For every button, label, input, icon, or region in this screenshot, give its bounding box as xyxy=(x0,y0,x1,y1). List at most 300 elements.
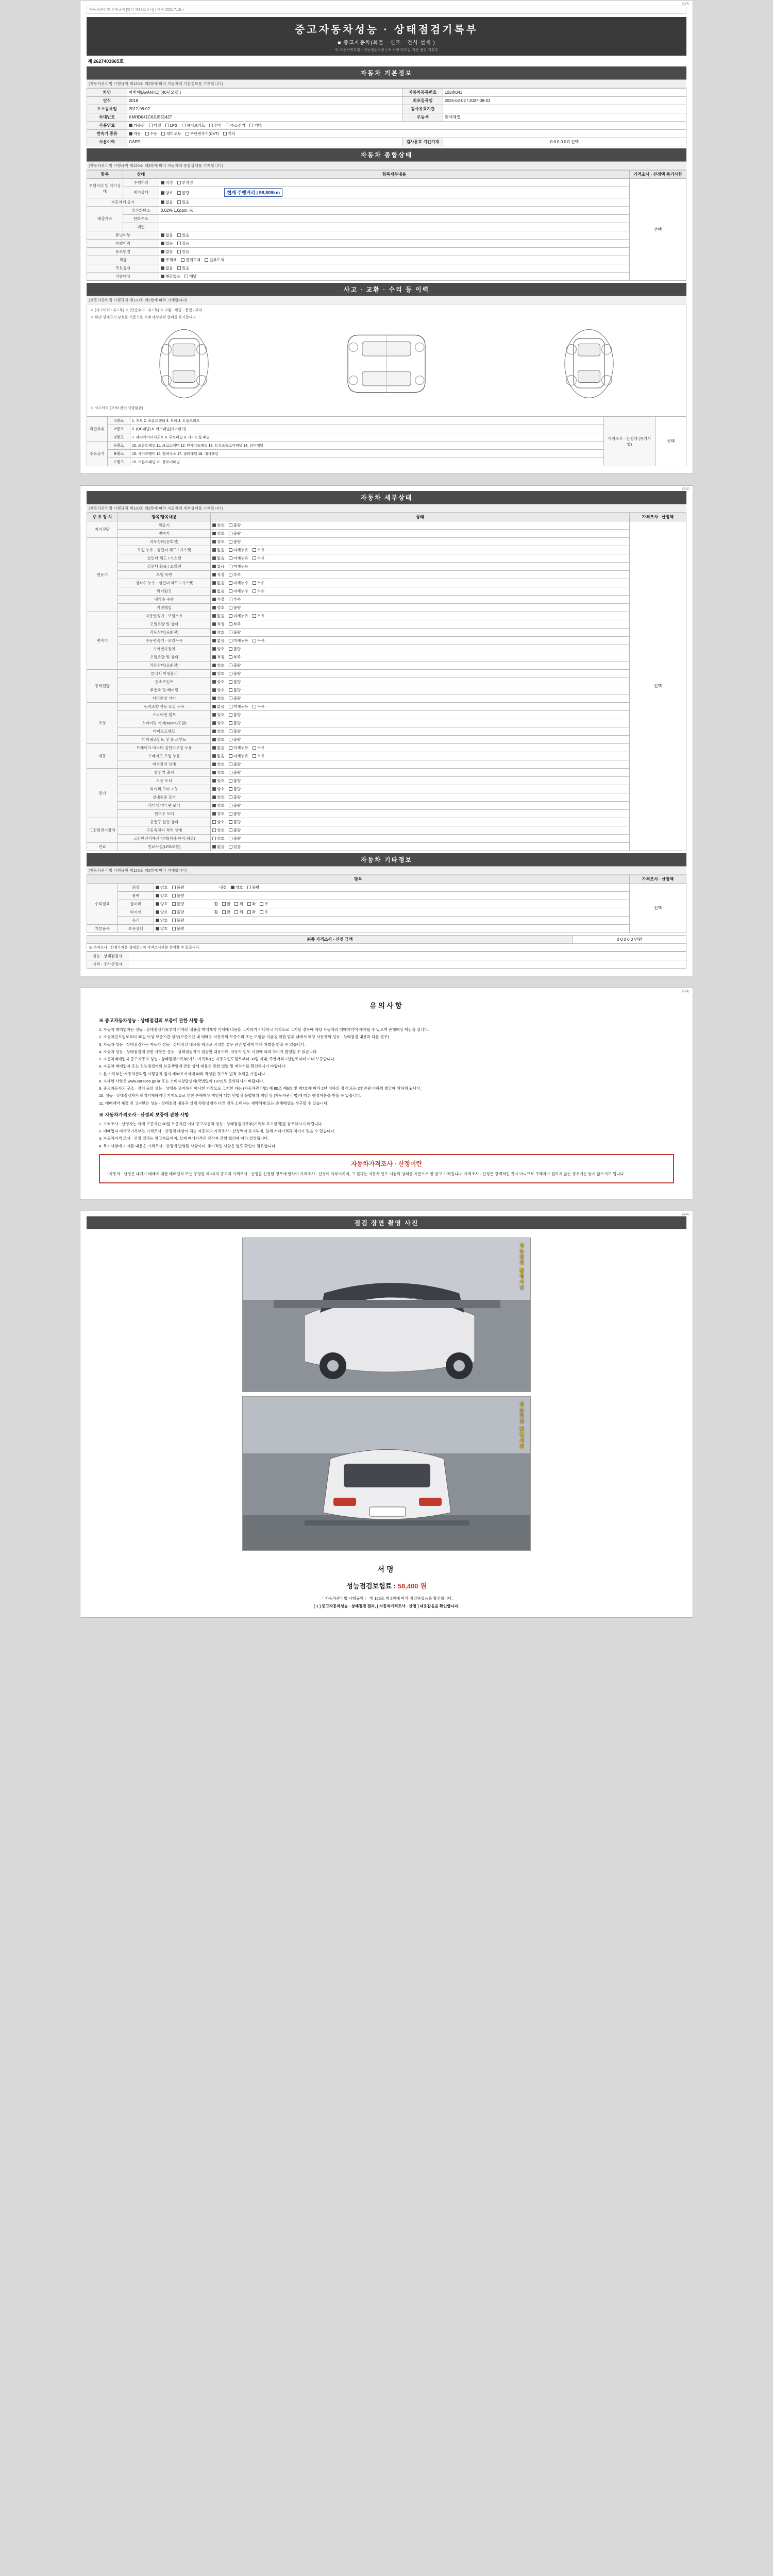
table-row xyxy=(87,670,686,678)
state-option[interactable]: 불량 xyxy=(229,712,241,718)
state-option[interactable]: 누수 xyxy=(253,580,265,586)
item-label: 스티어링 펌프 xyxy=(118,711,211,719)
state-option[interactable]: 양호 xyxy=(156,901,168,907)
label-carname: 차명 xyxy=(87,89,127,97)
state-option[interactable]: 부족 xyxy=(229,621,241,627)
table-row xyxy=(87,587,686,596)
trans-option[interactable]: 무단변속기(CVT) xyxy=(186,131,219,137)
wheel-pos-option[interactable]: 좌 xyxy=(247,901,256,907)
col-state: 상태 xyxy=(123,171,159,179)
state-option[interactable]: 있음 xyxy=(177,199,190,205)
group-electric: 전기 xyxy=(87,769,118,818)
table-row xyxy=(87,793,686,802)
accident-remark-header: 가격조사 · 산정액 (특기사항) xyxy=(604,417,656,466)
row-item-smoke: 매연 xyxy=(123,223,159,231)
wheel-pos-option[interactable]: 앞 xyxy=(222,901,230,907)
rank-parts: 10. 프론트패널 11. 크로스멤버 12. 인사이드패널 13. 트렁크플로어패널 14. 리어패널 xyxy=(130,442,604,450)
row-item-mileage: 주행거리 xyxy=(123,179,159,187)
table-row xyxy=(87,620,686,629)
state-option[interactable]: 미세누유 xyxy=(229,704,248,709)
state-option[interactable]: 있음 xyxy=(229,844,241,850)
table-row xyxy=(87,223,686,231)
table-row xyxy=(87,694,686,703)
state-option[interactable]: 양호 xyxy=(156,918,168,923)
row-opts xyxy=(211,587,630,596)
final-price-note: ※ 가격조사 · 산정가격은 실제중고차 가격조사부분 상이할 수 있습니다. xyxy=(87,944,686,952)
row-opts xyxy=(159,248,630,256)
page-subnote: ※ 자동차인도일 ( 성능점검자용 ) ※ 차량 인도일 기준 점검 기록부 xyxy=(334,48,439,52)
state-option[interactable]: 일부도색 xyxy=(205,257,224,263)
table-row xyxy=(87,198,686,207)
table-row xyxy=(87,810,686,818)
notice-item: 8. 자세한 사항은 www.cars365.go.kr 또는 소비자상담센터(국번없이 1372)로 문의하시기 바랍니다. xyxy=(99,1078,264,1083)
wheel-pos-option[interactable]: 뒤 xyxy=(234,909,243,915)
photo-engine-bay-image xyxy=(243,1238,531,1392)
value-color: 흰색계열 xyxy=(443,113,686,122)
item-label: 충전구 절연 상태 xyxy=(118,818,211,826)
item-label: 외장 xyxy=(118,884,154,892)
state-option[interactable]: 누유 xyxy=(253,745,265,751)
state-option[interactable]: 부족 xyxy=(229,597,241,602)
row-opts xyxy=(211,727,630,736)
state-option[interactable]: 양호 xyxy=(212,786,225,792)
table-row xyxy=(87,450,686,458)
item-label: 워터펌프 xyxy=(118,587,211,596)
group-frame: 주요골격 xyxy=(87,442,108,466)
rank-label: 2랭크 xyxy=(108,425,130,433)
row-opts xyxy=(159,273,630,281)
notice-section1-title: ※ 중고자동차성능 · 상태점검의 보증에 관한 사항 등 xyxy=(99,1018,204,1023)
page-subtitle: ■ 중고자동차(화물 · 신조 · 건식 선재 ) xyxy=(338,40,435,46)
rank-parts: 19. 프론트패널 20. 플로어패널 xyxy=(130,458,604,466)
state-option[interactable]: 미세누유 xyxy=(229,564,248,569)
item-label: 와이퍼 모터 기능 xyxy=(118,785,211,793)
state-option[interactable]: 불량 xyxy=(229,786,241,792)
state-option[interactable]: 적정 xyxy=(212,597,225,602)
item-label: 기어변속장치 xyxy=(118,645,211,653)
document-number: 제 2627403865호 xyxy=(88,59,124,64)
state-option[interactable]: 불량 xyxy=(229,630,241,635)
notice-item: 9. 중고자동차의 구조 · 장치 등의 성능 · 상태를 고지하지 아니한 거짓으로 고지한 자는 (자동차관리법) 제 80조 제6호 및 제7호에 따라 2년 이하의 징역 또는 2천만원 이하의 벌금에 처하게 됩니다. xyxy=(99,1086,422,1091)
state-option[interactable]: 없음 xyxy=(212,547,225,553)
state-option[interactable]: 불량 xyxy=(229,605,241,611)
state-option[interactable]: 양호 xyxy=(212,630,225,635)
value-usage-history: GAPD xyxy=(127,138,403,146)
state-option[interactable]: 양호 xyxy=(212,539,225,545)
table-row xyxy=(87,113,686,122)
table-row xyxy=(87,248,686,256)
state-option[interactable]: 누유 xyxy=(253,613,265,619)
state-option[interactable]: 부족 xyxy=(229,654,241,660)
state-option[interactable]: 불량 xyxy=(172,893,184,899)
state-option[interactable]: 불량 xyxy=(229,539,241,545)
page-tag: (4/4) xyxy=(682,1213,690,1216)
row-opts xyxy=(211,538,630,546)
state-option[interactable]: 불량 xyxy=(229,778,241,784)
notice-item: 1. 자동차 매매업자는 성능 · 상태점검기록부에 기재된 내용을 매매계약 기재에 내용을 고지하기 아니하고 거짓으로 고지할 경우에 해당 자동차의 매매계약이 해제될 수 있으며 손해배상 책임을 집니다. xyxy=(99,1027,429,1032)
item-label: 자동변속기 - 오일누유 xyxy=(118,612,211,620)
label-inspector: 성능 · 상태점검자 xyxy=(87,952,128,960)
row-opts xyxy=(211,769,630,777)
table-row xyxy=(87,960,686,969)
item-label: 더어링조인트 및 볼 조인트 xyxy=(118,736,211,744)
state-option[interactable]: 부적정 xyxy=(177,180,193,185)
row-opts xyxy=(211,612,630,620)
state-option[interactable]: 양호 xyxy=(212,531,225,536)
page-tag: (1/4) xyxy=(682,2,690,6)
state-option[interactable]: 없음 xyxy=(212,588,225,594)
notice-section xyxy=(87,993,686,1192)
item-label: 클러치 어셈블리 xyxy=(118,670,211,678)
state-option[interactable]: 양호 xyxy=(212,737,225,742)
state-option[interactable]: 불량 xyxy=(229,679,241,685)
state-option[interactable]: 미세누유 xyxy=(229,745,248,751)
item-label: 광택 xyxy=(118,892,154,900)
state-option[interactable]: 불량 xyxy=(229,663,241,668)
accident-subheader-text: (자동차관리법 시행규칙 제120조 제2항에 따라 기재합니다) xyxy=(89,298,188,302)
item-label-2: 휠 xyxy=(214,902,218,906)
wheel-pos-option[interactable]: 좌 xyxy=(247,909,256,915)
state-option[interactable]: 양호 xyxy=(212,663,225,668)
value-inspector xyxy=(128,952,686,960)
row-opts xyxy=(211,604,630,612)
notice-item: 5. 자동차매매업자 중고자동차 성능 · 상태점검기록부(이하 '기록부')는 자동차인도일로부터 30일 이내, 주행거리 2천킬로미터 이내 보증합니다. xyxy=(99,1057,335,1061)
state-option[interactable]: 미세누유 xyxy=(229,753,248,759)
state-option[interactable]: 해당 xyxy=(184,274,197,279)
notice-item: 11. 매매계약 체결 전 고지받은 성능 · 상태점검 내용과 실제 차량상태가 다른 경우 소비자는 계약해제 또는 손해배상을 청구할 수 있습니다. xyxy=(99,1100,329,1106)
mileage-highlight: 현재 주행거리 | 98,809km xyxy=(224,188,282,197)
other-subheader-text: (자동차관리법 시행규칙 제120조 제2항에 따라 기재합니다) xyxy=(89,868,188,873)
item-label: 추진축 및 베어링 xyxy=(118,686,211,694)
fuel-option[interactable]: 가솔린 xyxy=(129,123,145,128)
state-option[interactable]: 없음 xyxy=(212,844,225,850)
table-row xyxy=(87,785,686,793)
state-option[interactable]: 있음 xyxy=(177,265,190,271)
state-option[interactable]: 있음 xyxy=(177,241,190,246)
state-option[interactable]: 불량 xyxy=(229,687,241,693)
table-row xyxy=(87,777,686,785)
state-option[interactable]: 양호 xyxy=(212,712,225,718)
table-row xyxy=(87,138,686,146)
table-row xyxy=(87,425,686,433)
state-option[interactable]: 누수 xyxy=(253,588,265,594)
state-option[interactable]: 불량 xyxy=(177,190,190,196)
state-option[interactable]: 없음 xyxy=(212,704,225,709)
state-option[interactable]: 양호 xyxy=(212,827,225,833)
state-option[interactable]: 무채색 xyxy=(161,257,177,263)
group-engine: 원동기 xyxy=(87,538,118,612)
section-accident-subheader xyxy=(87,296,686,304)
state-option[interactable]: 양호 xyxy=(212,819,225,825)
col-other-price: 가격조사 · 산정액 xyxy=(630,875,686,884)
state-option[interactable]: 누유 xyxy=(253,547,265,553)
notice-item: 4. 자동차 성능 · 상태점검에 관한 사항은 성능 · 상태점검자가 점검한 내용이며, 자동차 인도 시점에 따라 차이가 발생할 수 있습니다. xyxy=(99,1049,318,1054)
state-option[interactable]: 미세누유 xyxy=(229,547,248,553)
row-opts xyxy=(211,694,630,703)
notice-item: 3. 자동차 성능 · 상태점검자는 자동차 성능 · 상태점검 내용을 허위로 작성한 경우 관련 법령에 따라 처벌을 받을 수 있습니다. xyxy=(99,1042,306,1047)
state-option[interactable]: 양호 xyxy=(212,770,225,775)
group-highvoltage: 고전원전기장치 xyxy=(87,818,118,843)
state-option[interactable]: 해당없음 xyxy=(161,274,180,279)
state-option[interactable]: 불량 xyxy=(229,811,241,817)
page-3 xyxy=(80,988,693,1199)
accident-remark-value: 선택 xyxy=(656,417,686,466)
row-group-emission: 배출가스 xyxy=(87,207,123,231)
section-other-header: 자동차 기타정보 xyxy=(87,853,686,866)
row-opts xyxy=(154,917,630,925)
section-accident-header: 사고 · 교환 · 수리 등 이력 xyxy=(87,283,686,296)
state-option[interactable]: 불량 xyxy=(229,761,241,767)
trans-option[interactable]: 자동 xyxy=(129,131,141,137)
state-option[interactable]: 미세누유 xyxy=(229,555,248,561)
state-option[interactable]: 불량 xyxy=(172,885,184,890)
other-info-table xyxy=(87,875,686,933)
trans-option[interactable]: 기타 xyxy=(223,131,236,137)
state-option[interactable]: 양호 xyxy=(231,885,243,890)
row-item-color: 색상 xyxy=(87,256,159,264)
state-option[interactable]: 양호 xyxy=(212,687,225,693)
photos-section xyxy=(87,1229,686,1559)
value-year: 2018 xyxy=(127,97,403,105)
detail-subheader-text: (자동차관리법 시행규칙 제120조 제2항에 따라 자동차의 세부상태를 기재합니다) xyxy=(89,506,223,511)
state-option[interactable]: 불량 xyxy=(229,836,241,841)
row-item-hc: 탄화수소 xyxy=(123,215,159,223)
item-label: 윈도우 모터 xyxy=(118,810,211,818)
row-opts xyxy=(211,563,630,571)
row-item-options: 주요옵션 xyxy=(87,264,159,273)
table-row xyxy=(87,521,686,530)
table-row xyxy=(87,554,686,563)
state-option[interactable]: 불량 xyxy=(229,803,241,808)
page-tag: (3/4) xyxy=(682,990,690,993)
state-option[interactable]: 불량 xyxy=(229,770,241,775)
state-option[interactable]: 있음 xyxy=(177,249,190,255)
overall-subheader-text: (자동차관리법 시행규칙 제120조 제2항에 따라 자동차의 종합상태를 기재합니다) xyxy=(89,163,223,168)
label-plate: 자동차등록번호 xyxy=(402,89,443,97)
state-option[interactable]: 적정 xyxy=(161,180,173,185)
state-option[interactable]: 없음 xyxy=(212,753,225,759)
notice-section2-title: ※ 자동차가격조사 · 산정의 보증에 관한 사항 xyxy=(99,1112,189,1117)
table-row xyxy=(87,187,686,198)
table-row xyxy=(87,703,686,711)
label-inspect-valid: 검사유효 기간기재 xyxy=(402,138,443,146)
row-opts xyxy=(211,662,630,670)
state-option[interactable]: 양호 xyxy=(212,794,225,800)
wheel-pos-option[interactable]: 앞 xyxy=(222,909,230,915)
state-option[interactable]: 불량 xyxy=(229,720,241,726)
fuel-option[interactable]: 전기 xyxy=(209,123,222,128)
state-option[interactable]: 불량 xyxy=(229,827,241,833)
label-transmission: 변속기 종류 xyxy=(87,130,127,138)
state-option[interactable]: 없음 xyxy=(161,232,173,238)
section-photos-header: 점검 장면 촬영 사진 xyxy=(87,1216,686,1229)
wheel-pos-option[interactable]: 뒤 xyxy=(234,901,243,907)
state-option[interactable]: 없음 xyxy=(212,638,225,643)
row-opts xyxy=(211,629,630,637)
item-label: 실린더 헤드 / 가스켓 xyxy=(118,554,211,563)
table-row xyxy=(87,944,686,952)
state-option[interactable]: 적정 xyxy=(212,654,225,660)
state-option[interactable]: 양호 xyxy=(212,679,225,685)
state-option[interactable]: 미세누유 xyxy=(229,638,248,643)
price-appraisal-definition-box xyxy=(99,1154,674,1183)
state-option[interactable]: 불량 xyxy=(229,737,241,742)
state-option[interactable]: 불량 xyxy=(229,794,241,800)
state-option[interactable]: 없음 xyxy=(161,199,173,205)
state-option[interactable]: 있음 xyxy=(177,232,190,238)
state-option[interactable]: 양호 xyxy=(212,646,225,652)
fuel-option[interactable]: 기타 xyxy=(249,123,262,128)
state-option[interactable]: 양호 xyxy=(156,893,168,899)
state-option[interactable]: 불량 xyxy=(229,531,241,536)
state-option[interactable]: 양호 xyxy=(156,909,168,915)
table-row xyxy=(87,645,686,653)
item-label: 브레이크 오일 누유 xyxy=(118,752,211,760)
final-price-title: 최종 가격조사 · 산정 금액 xyxy=(87,936,573,944)
row-opts xyxy=(211,579,630,587)
state-option[interactable]: 불량 xyxy=(229,671,241,676)
state-option[interactable]: 미세누유 xyxy=(229,613,248,619)
table-row xyxy=(87,826,686,835)
notice-item-2: 3. 자동차가격 조사 · 산정 결과는 참고자료이며, 실제 매매가격은 당사자 간의 협의에 따라 결정됩니다. xyxy=(99,1136,269,1141)
signature-title: 서명 xyxy=(377,1565,396,1573)
table-row xyxy=(87,629,686,637)
wheel-pos-option[interactable]: 우 xyxy=(260,909,268,915)
table-row xyxy=(87,612,686,620)
state-option[interactable]: 양호 xyxy=(156,885,168,890)
group-selfdiag: 자기진단 xyxy=(87,521,118,538)
state-option[interactable]: 양호 xyxy=(212,720,225,726)
state-option[interactable]: 불량 xyxy=(172,901,184,907)
fuel-option[interactable]: 수소전기 xyxy=(226,123,245,128)
table-row xyxy=(87,458,686,466)
item-label: 발전기 출력 xyxy=(118,769,211,777)
row-opts xyxy=(211,620,630,629)
notice-item: 10. 성능 · 상태점검자가 허위기재하거나 기재오류로 인한 손해배상 책임에 대한 민법상 불법행위 책임 및 (자동차관리법)에 따른 행정처분을 받을 수 있습니다. xyxy=(99,1093,361,1098)
value-reg-date: 2017-08-02 xyxy=(127,105,403,113)
state-option[interactable]: 없음 xyxy=(161,249,173,255)
row-item-recall: 리콜대상 xyxy=(87,273,159,281)
state-option[interactable]: 불량 xyxy=(172,918,184,923)
row-emission-values: 0.02% 1.0ppm. % xyxy=(159,207,630,215)
label-usage-history: 사용이력 xyxy=(87,138,127,146)
state-option[interactable]: 불량 xyxy=(172,926,184,931)
state-option[interactable]: 양호 xyxy=(212,778,225,784)
redbox-body: 「자동차 · 산정은 내가가 매매에 대한 매매업자 또는 공정한 제3자의 중고차 가격조사 · 산정을 신청한 경우에 한하여 가격조사 · 산정이 이루어지며, 그 결과는 자동차 인도 시점의 상태를 기준으로 한 참고 가격입니다. 가격조사 · 산정은 강제적인 것이 아니므로 구매자가 원하지 않는 경우에는 받지 않으셔도 됩니다. xyxy=(105,1171,625,1176)
photo-stamp: 성능점검 촬영사진 xyxy=(519,1402,524,1450)
value-plate: 103초043 xyxy=(443,89,686,97)
state-option[interactable]: 양호 xyxy=(156,926,168,931)
row-opts xyxy=(211,760,630,769)
state-option[interactable]: 미세누수 xyxy=(229,588,248,594)
fuel-option[interactable]: 디젤 xyxy=(149,123,161,128)
state-option[interactable]: 양호 xyxy=(212,671,225,676)
state-option[interactable]: 미세누수 xyxy=(229,580,248,586)
item-label: 작동상태(공회전) xyxy=(118,662,211,670)
trans-option[interactable]: 세미오토 xyxy=(161,131,181,137)
item-label: 라디에이터 팬 모터 xyxy=(118,802,211,810)
label-fuel: 사용연료 xyxy=(87,122,127,130)
state-option[interactable]: 양호 xyxy=(212,696,225,701)
state-option[interactable]: 불량 xyxy=(229,819,241,825)
state-option[interactable]: 적정 xyxy=(212,621,225,627)
section-other-subheader xyxy=(87,866,686,875)
state-option[interactable]: 양호 xyxy=(212,836,225,841)
state-option[interactable]: 양호 xyxy=(212,803,225,808)
car-diagram-row xyxy=(90,322,683,405)
state-option[interactable]: 양호 xyxy=(212,761,225,767)
state-option[interactable]: 적정 xyxy=(212,572,225,578)
wheel-pos-option[interactable]: 우 xyxy=(260,901,268,907)
notice-item-2: 4. 특기사항에 기재된 내용은 가격조사 · 산정에 반영된 사항이며, 추가적인 사항은 별도 확인이 필요합니다. xyxy=(99,1143,277,1148)
overall-state-table xyxy=(87,170,686,281)
state-option[interactable]: 불량 xyxy=(172,909,184,915)
state-option[interactable]: 불량 xyxy=(229,646,241,652)
state-option[interactable]: 양호 xyxy=(161,190,173,196)
state-option[interactable]: 양호 xyxy=(212,728,225,734)
table-row xyxy=(87,818,686,826)
row-opts xyxy=(159,231,630,240)
section-basic-info-subheader xyxy=(87,79,686,88)
state-option[interactable]: 전체도색 xyxy=(181,257,200,263)
state-option[interactable]: 누유 xyxy=(253,638,265,643)
table-row xyxy=(87,752,686,760)
label-appraiser: 가격 · 조사산정자 xyxy=(87,960,128,969)
state-option[interactable]: 양호 xyxy=(212,605,225,611)
state-option[interactable]: 없음 xyxy=(212,745,225,751)
value-fuel-options xyxy=(127,122,686,130)
state-option[interactable]: 없음 xyxy=(212,564,225,569)
state-option[interactable]: 불량 xyxy=(229,696,241,701)
row-opts xyxy=(211,744,630,752)
row-opts xyxy=(211,736,630,744)
trans-option[interactable]: 수동 xyxy=(145,131,158,137)
state-option[interactable]: 없음 xyxy=(212,613,225,619)
final-price-table xyxy=(87,935,686,952)
value-vin: KMHD041C6JU551427 xyxy=(127,113,403,122)
item-label: 고전원전기배선 상태(피복,높이,체결) xyxy=(118,835,211,843)
section-detail-subheader xyxy=(87,504,686,513)
state-option[interactable]: 불량 xyxy=(247,885,260,890)
group-repair-needed: 수리필요 xyxy=(87,884,118,925)
page-tag: (2/4) xyxy=(682,487,690,491)
state-option[interactable]: 부족 xyxy=(229,572,241,578)
state-option[interactable]: 불량 xyxy=(229,522,241,528)
table-header-row xyxy=(87,875,686,884)
row-opts xyxy=(154,925,630,933)
fuel-option[interactable]: 하이브리드 xyxy=(182,123,205,128)
state-option[interactable]: 양호 xyxy=(212,811,225,817)
state-option[interactable]: 누유 xyxy=(253,555,265,561)
table-row xyxy=(87,802,686,810)
state-option[interactable]: 없음 xyxy=(212,555,225,561)
item-label: 커먼레일 xyxy=(118,604,211,612)
fuel-option[interactable]: LPG xyxy=(165,123,178,128)
state-option[interactable]: 없음 xyxy=(212,580,225,586)
state-option[interactable]: 누유 xyxy=(253,753,265,759)
group-fuel: 연료 xyxy=(87,843,118,851)
rank-parts: 15. 사이드멤버 16. 휠하우스 17. 필러패널 18. 대시패널 xyxy=(130,450,604,458)
table-row xyxy=(87,719,686,727)
state-option[interactable]: 누유 xyxy=(253,704,265,709)
state-option[interactable]: 없음 xyxy=(161,241,173,246)
state-option[interactable]: 양호 xyxy=(212,522,225,528)
state-option[interactable]: 불량 xyxy=(229,728,241,734)
page-2 xyxy=(80,485,693,976)
state-option[interactable]: 없음 xyxy=(161,265,173,271)
row-opts xyxy=(211,554,630,563)
footnote-2: [ 1 ] 중고자동차성능 · 상태점검 결과, [ 자동차가격조사 · 산정 ] 내용같음을 확인합니다. xyxy=(313,1604,460,1608)
